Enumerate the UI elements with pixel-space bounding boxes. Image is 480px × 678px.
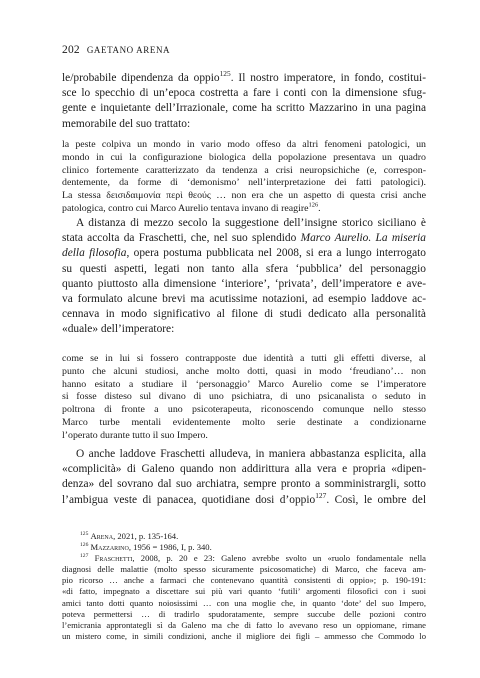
quote-line: punto che alcuni studiosi, anche molto dotti, quasi in modo ‘freudiano’… non	[62, 365, 426, 377]
quote-line: mondo in cui la configurazione biologica della popolazione presentava un quadro	[62, 151, 426, 163]
text-line: memorabile del suo trattato:	[62, 117, 191, 130]
footnote-127: $^{127}$ Fraschetti, 2008, p. 20 e 23: Galeno avrebbe svolto un «ruolo fondamentale nella	[80, 553, 426, 564]
quote-line: come se in lui si fossero contrapposte due identità a tutti gli effetti diverse, al	[62, 353, 426, 364]
quote-line: Marco turbe mentali evidentemente molto serie destinate a condizionarne	[62, 416, 426, 428]
footnote-127-line: poteva permettersi … di tradirlo spudoratamente, sempre succube delle pozioni contro	[62, 608, 426, 619]
footnote-127-line: amici tanto dotti quanto noiosissimi … con una moglie che, in quanto ‘dote’ del suo Impero,	[62, 597, 426, 608]
footnote-127-line: pio ricorso … anche a farmaci che contenevano quantità consistenti di oppio»; p. 190-191:	[62, 575, 426, 586]
body-paragraph-3	[62, 447, 426, 508]
footnote-126: $^{126}$ Mazzarino, 1956 = 1986, I, p. 340.	[80, 542, 212, 553]
text-line: della filosofia, opera postuma pubblicata nel 2008, si era a lungo interrogato	[62, 247, 426, 260]
text-line: O anche laddove Fraschetti alludeva, in maniera abbastanza esplicita, alla	[76, 448, 426, 460]
quote-line: clinico fortemente caratterizzato da tendenza a crisi neuropsichiche (e, correspon-	[62, 164, 426, 176]
footnote-ref-125[interactable]: 125	[219, 69, 231, 79]
body-paragraph-1	[62, 71, 426, 132]
footnote-ref-126[interactable]: 126	[308, 201, 319, 209]
text-line: quanto piuttosto alla dimensione ‘interiore’, ‘privata’, dell’imperatore e ave-	[62, 277, 426, 290]
text-line: A distanza di mezzo secolo la suggestione dell’insigne storico siciliano è	[76, 217, 426, 229]
block-quote-mazzarino	[62, 139, 426, 216]
body-paragraph-2	[62, 216, 426, 338]
footnote-127-line: l’emicrania approntategli sì da Galeno ma che di fatto lo avevano reso un oppiomane, rimane	[62, 619, 426, 630]
text-line: le/probabile dipendenza da oppio$^{125}$. Il nostro imperatore, in fondo, costitui-	[62, 69, 426, 84]
text-line: sce lo specchio di un’epoca costretta a fare i conti con la dimensione sfug-	[62, 87, 426, 100]
footnote-127-line: un mistero come, in simili condizioni, anche il migliore dei figli – ammesso che Commodo lo	[62, 630, 426, 641]
text-line: va formulato alcune brevi ma acutissime notazioni, ad esempio laddove ac-	[62, 293, 426, 306]
quote-line: patologica, contro cui Marco Aurelio tentava invano di reagire$^{126}$.	[62, 201, 321, 214]
text-line: «duale» dell’imperatore:	[62, 323, 175, 336]
running-head-author: GAETANO ARENA	[86, 45, 171, 55]
quote-line: hanno esitato a studiare il ‘personaggio’ Marco Aurelio come se l’imperatore	[62, 378, 426, 390]
text-line: denza» del sovrano dal suo archiatra, sempre pronto a somministrargli, sotto	[62, 478, 426, 491]
quote-line: dentemente, da forme di ‘demonismo’ nell’interpretazione dei fatti patologici).	[62, 177, 426, 189]
running-header	[62, 44, 170, 56]
quote-line: l’operato durante tutto il suo Impero.	[62, 429, 208, 441]
quote-line: la peste colpiva un mondo in vario modo offeso da altri fenomeni patologici, un	[62, 139, 426, 150]
text-line: gente e inquietante dell’Irrazionale, come ha scritto Mazzarino in una pagina	[62, 102, 426, 115]
page-number: 202	[62, 44, 80, 56]
book-title-cont: della filosofia	[62, 247, 127, 260]
footnote-127-line: «di fatto, impegnato a discettare sui più vari quanto ‘futili’ argomenti filosofici con i suoi	[62, 586, 426, 597]
text-line: su questi aspetti, legati non tanto alla sfera ‘pubblica’ del personaggio	[62, 262, 426, 275]
footnotes	[62, 531, 426, 642]
footnote-125: $^{125}$ Arena, 2021, p. 135-164.	[80, 531, 179, 541]
text-line: stata accolta da Fraschetti, che, nel suo splendido Marco Aurelio. La miseria	[62, 232, 426, 245]
text-line: «complicità» di Galeno quando non addirittura alla vera e propria «dipen-	[62, 463, 426, 476]
text-line: cennava in modo significativo al filone di studi dedicato alla personalità	[62, 308, 426, 321]
quote-line: si fosse disteso sul divano di uno psichiatra, di uno psicanalista o seduto in	[62, 391, 426, 403]
book-title: Marco Aurelio. La miseria	[300, 232, 426, 245]
footnote-ref-127[interactable]: 127	[315, 490, 327, 500]
quote-line: poltrona di fronte a uno psicoterapeuta, riconoscendo comunque nello stesso	[62, 404, 426, 416]
block-quote-fraschetti	[62, 353, 426, 443]
text-line: l’ambigua veste di panacea, quotidiane dosi d’oppio$^{127}$. Così, le ombre del	[62, 490, 426, 506]
footnote-127-line: diagnosi delle malattie (molto spesso sicuramente psicosomatiche) di Marco, che faceva am-	[62, 564, 426, 575]
quote-line: La stessa δεισιδαιμονία περὶ θεούς … non era che un aspetto di questa crisi anche	[62, 190, 426, 202]
